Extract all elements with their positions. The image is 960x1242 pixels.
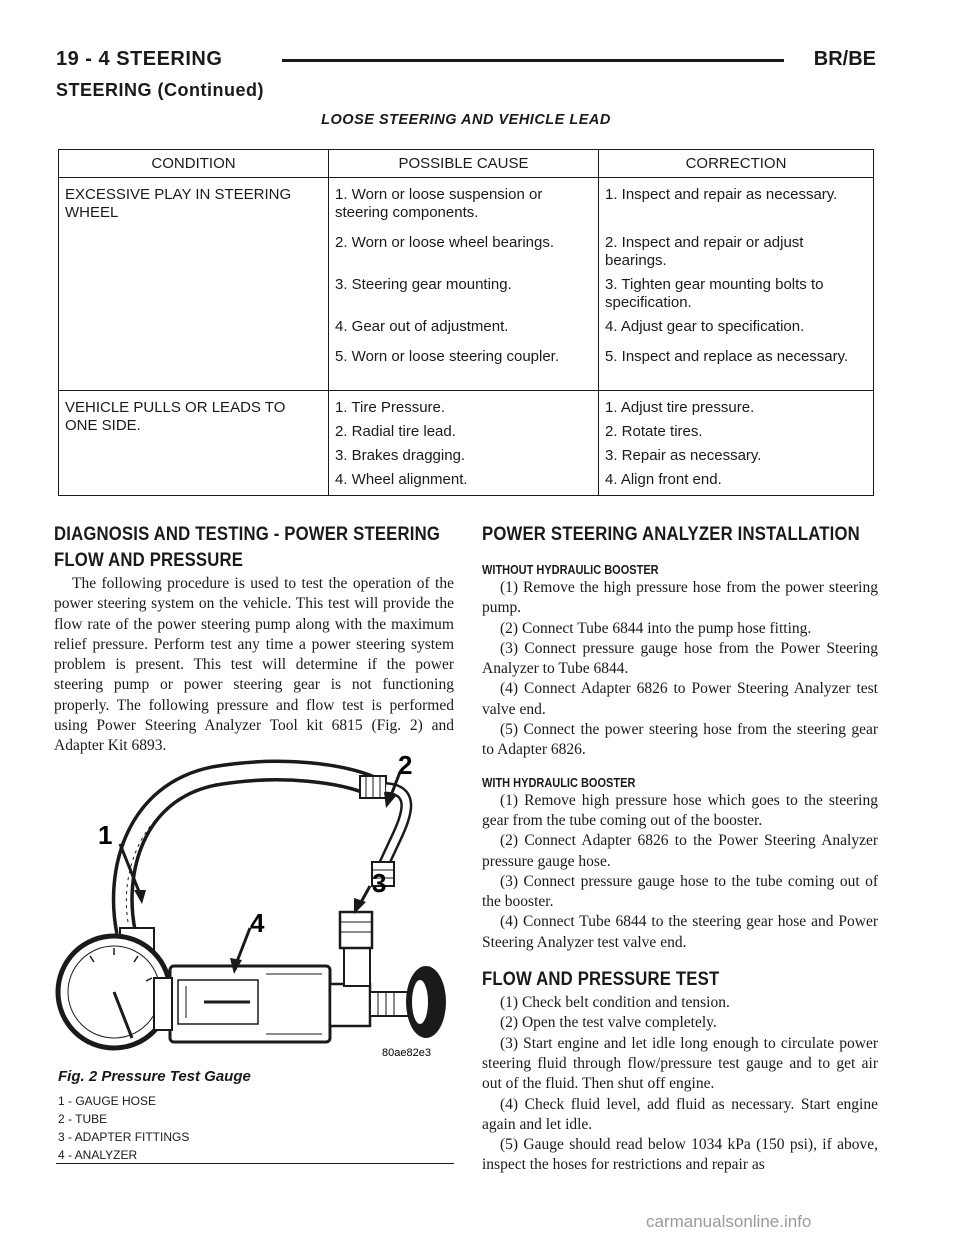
correction-item: 3. Tighten gear mounting bolts to specification. (605, 276, 824, 311)
callout-2: 2 (398, 752, 413, 780)
correction-item: 3. Repair as necessary. (605, 447, 762, 464)
diagnosis-paragraph: The following procedure is used to test the operation of the power steering system on the vehicle. This test will provide the flow rate of the power steering pump along with the maximum relief pressure. Perform test any time a power steering system problem is present. This test will determine if the power steering pump or power steering gear is not functioning properly. The following pressure and flow test is performed using Power Steering Analyzer Tool kit 6815 (Fig. 2) and Adapter Kit 6893. (54, 575, 454, 755)
page-reference: 19 - 4 STEERING (56, 48, 223, 70)
correction-cell (599, 391, 874, 496)
cause-item: 5. Worn or loose steering coupler. (335, 348, 560, 365)
section-heading-flow-pressure-test: FLOW AND PRESSURE TEST (482, 969, 720, 991)
table-header-row (59, 150, 874, 178)
pressure-test-gauge-illustration (54, 752, 454, 1068)
procedure-step: (3) Start engine and let idle long enough to circulate power steering fluid through flow/pressure test gauge and to get air out of the fluid. Then shut off engine. (482, 1034, 878, 1093)
correction-item: 2. Rotate tires. (605, 423, 703, 440)
procedure-step: (4) Connect Tube 6844 to the steering gear hose and Power Steering Analyzer test valve end. (482, 913, 878, 951)
header-rule (282, 59, 784, 62)
gauge-illustration-svg (54, 752, 454, 1068)
figure-code: 80ae82e3 (382, 1047, 431, 1059)
condition-cell: VEHICLE PULLS OR LEADS TO ONE SIDE. (59, 391, 329, 496)
page-header (56, 44, 876, 72)
correction-item: 4. Align front end. (605, 471, 722, 488)
model-code: BR/BE (813, 48, 876, 70)
legend-item: 2 - TUBE (58, 1112, 108, 1126)
condition-cell: EXCESSIVE PLAY IN STEERING WHEEL (59, 178, 329, 391)
legend-item: 4 - ANALYZER (58, 1148, 138, 1162)
figure-bottom-rule (56, 1163, 454, 1164)
procedure-step: (3) Connect pressure gauge hose to the tube coming out of the booster. (482, 872, 878, 911)
procedure-step: (2) Open the test valve completely. (500, 1014, 717, 1032)
procedure-step: (3) Connect pressure gauge hose from the Power Steering Analyzer to Tube 6844. (482, 639, 878, 678)
table-row (59, 391, 874, 496)
subheading-with-booster: WITH HYDRAULIC BOOSTER (482, 775, 636, 790)
diagnosis-table (58, 149, 874, 496)
callout-1: 1 (98, 820, 113, 850)
table-title: LOOSE STEERING AND VEHICLE LEAD (321, 112, 611, 128)
callout-3: 3 (372, 868, 387, 898)
procedure-step: (1) Remove high pressure hose which goes to the steering gear from the tube coming out of the booster. (482, 791, 878, 829)
correction-item: 2. Inspect and repair or adjust bearings. (605, 234, 804, 269)
correction-item: 4. Adjust gear to specification. (605, 318, 805, 335)
cause-item: 3. Brakes dragging. (335, 447, 466, 464)
correction-cell (599, 178, 874, 391)
procedure-step: (5) Connect the power steering hose from the steering gear to Adapter 6826. (482, 721, 878, 759)
figure-caption: Fig. 2 Pressure Test Gauge (58, 1068, 251, 1085)
cause-item: 1. Tire Pressure. (335, 399, 446, 416)
figure-legend (58, 1092, 189, 1164)
cause-item: 3. Steering gear mounting. (335, 276, 512, 293)
cause-item: 4. Gear out of adjustment. (335, 318, 509, 335)
subheading-without-booster: WITHOUT HYDRAULIC BOOSTER (482, 563, 659, 577)
cause-item: 4. Wheel alignment. (335, 471, 468, 488)
section-continued-title: STEERING (Continued) (56, 80, 264, 100)
callout-4: 4 (250, 908, 265, 938)
right-column (482, 522, 878, 1176)
correction-item: 1. Inspect and repair as necessary. (605, 186, 838, 203)
cause-cell (329, 391, 599, 496)
procedure-step: (1) Remove the high pressure hose from the power steering pump. (482, 579, 878, 617)
column-header-correction: CORRECTION (599, 150, 874, 178)
legend-item: 3 - ADAPTER FITTINGS (58, 1130, 190, 1144)
left-column (54, 522, 454, 757)
watermark: carmanualsonline.info (646, 1212, 812, 1231)
correction-item: 1. Adjust tire pressure. (605, 399, 755, 416)
table-row (59, 178, 874, 391)
procedure-step: (1) Check belt condition and tension. (500, 994, 730, 1012)
procedure-step: (5) Gauge should read below 1034 kPa (150 psi), if above, inspect the hoses for restrictions and repair as (482, 1136, 878, 1174)
cause-cell (329, 178, 599, 391)
procedure-step: (2) Connect Adapter 6826 to the Power Steering Analyzer pressure gauge hose. (482, 832, 878, 870)
section-heading-diagnosis-line1: DIAGNOSIS AND TESTING - POWER STEERING (54, 524, 441, 545)
section-heading-diagnosis-line2: FLOW AND PRESSURE (54, 550, 244, 571)
cause-item: 2. Radial tire lead. (335, 423, 456, 440)
section-heading-analyzer-installation: POWER STEERING ANALYZER INSTALLATION (482, 524, 860, 545)
cause-item: 2. Worn or loose wheel bearings. (335, 234, 555, 251)
legend-item: 1 - GAUGE HOSE (58, 1094, 157, 1108)
column-header-cause: POSSIBLE CAUSE (329, 150, 599, 178)
procedure-step: (4) Check fluid level, add fluid as necessary. Start engine again and let idle. (482, 1095, 878, 1133)
procedure-step: (4) Connect Adapter 6826 to Power Steering Analyzer test valve end. (482, 680, 878, 718)
column-header-condition: CONDITION (59, 150, 329, 178)
procedure-step: (2) Connect Tube 6844 into the pump hose fitting. (500, 619, 812, 637)
correction-item: 5. Inspect and replace as necessary. (605, 348, 849, 365)
cause-item: 1. Worn or loose suspension or steering components. (335, 186, 543, 221)
